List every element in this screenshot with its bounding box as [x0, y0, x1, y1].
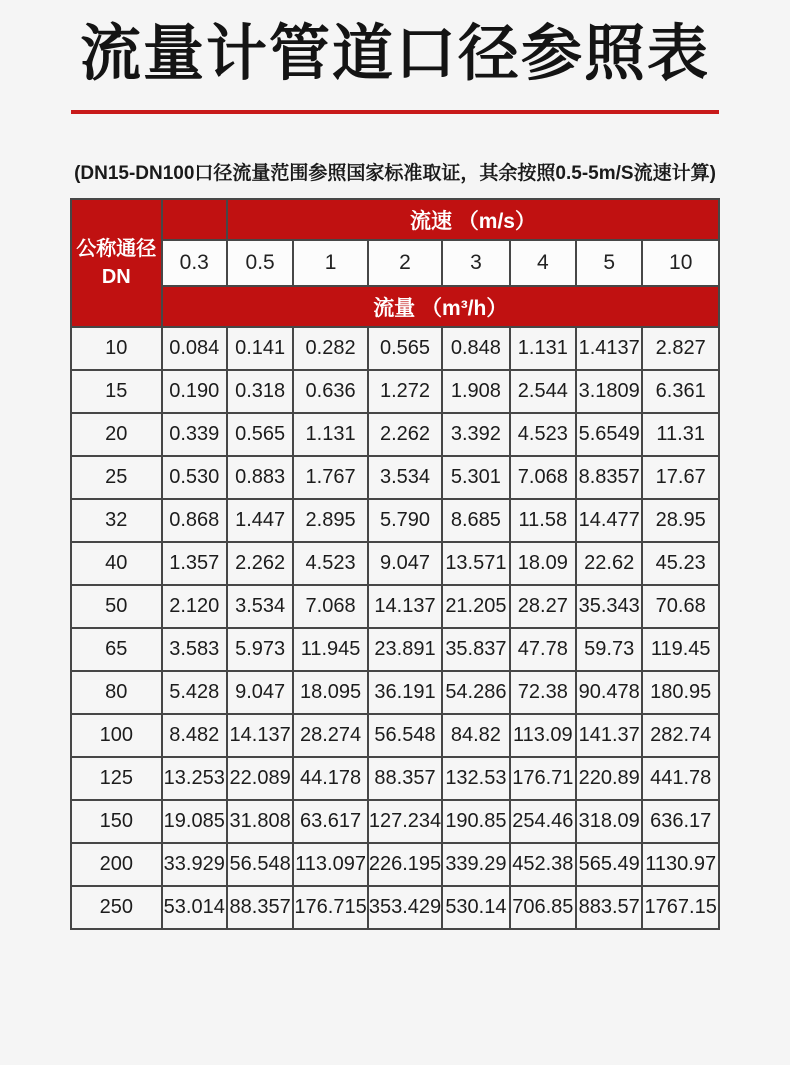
flow-value-cell: 14.137 [368, 585, 442, 628]
flow-value-cell: 3.583 [162, 628, 227, 671]
table-row [71, 843, 719, 886]
flow-value-cell: 0.636 [293, 370, 367, 413]
flow-value-cell: 3.534 [227, 585, 293, 628]
dn-cell: 200 [71, 843, 162, 886]
flow-value-cell: 565.49 [576, 843, 642, 886]
flow-value-cell: 5.790 [368, 499, 442, 542]
table-row [71, 886, 719, 929]
velocity-value: 0.5 [227, 240, 293, 286]
flow-value-cell: 127.234 [368, 800, 442, 843]
flow-value-cell: 59.73 [576, 628, 642, 671]
flow-value-cell: 28.27 [510, 585, 576, 628]
flow-value-cell: 883.57 [576, 886, 642, 929]
dn-cell: 25 [71, 456, 162, 499]
dn-cell: 80 [71, 671, 162, 714]
flow-value-cell: 636.17 [642, 800, 719, 843]
flow-value-cell: 141.37 [576, 714, 642, 757]
dn-cell: 32 [71, 499, 162, 542]
flow-value-cell: 3.534 [368, 456, 442, 499]
flow-value-cell: 45.23 [642, 542, 719, 585]
flow-value-cell: 7.068 [293, 585, 367, 628]
flow-value-cell: 33.929 [162, 843, 227, 886]
flow-value-cell: 44.178 [293, 757, 367, 800]
flow-value-cell: 31.808 [227, 800, 293, 843]
flow-value-cell: 11.58 [510, 499, 576, 542]
flow-value-cell: 0.848 [442, 327, 509, 370]
flow-value-cell: 5.301 [442, 456, 509, 499]
corner-header-cell [71, 199, 162, 327]
flow-value-cell: 72.38 [510, 671, 576, 714]
flow-header-row [71, 286, 719, 327]
table-row [71, 542, 719, 585]
flow-value-cell: 0.565 [368, 327, 442, 370]
table-row [71, 499, 719, 542]
flow-value-cell: 318.09 [576, 800, 642, 843]
flow-value-cell: 8.8357 [576, 456, 642, 499]
flow-value-cell: 1.447 [227, 499, 293, 542]
flow-reference-table [70, 198, 720, 930]
flow-value-cell: 2.827 [642, 327, 719, 370]
table-row [71, 413, 719, 456]
flow-value-cell: 36.191 [368, 671, 442, 714]
flow-value-cell: 1.131 [293, 413, 367, 456]
title-underline [71, 110, 719, 114]
flow-value-cell: 113.09 [510, 714, 576, 757]
flow-value-cell: 452.38 [510, 843, 576, 886]
flow-value-cell: 530.14 [442, 886, 509, 929]
dn-cell: 50 [71, 585, 162, 628]
flow-value-cell: 1.272 [368, 370, 442, 413]
flow-value-cell: 1.908 [442, 370, 509, 413]
flow-value-cell: 8.482 [162, 714, 227, 757]
flow-value-cell: 441.78 [642, 757, 719, 800]
corner-header-line2: DN [101, 266, 131, 288]
flow-value-cell: 3.392 [442, 413, 509, 456]
flow-value-cell: 56.548 [227, 843, 293, 886]
table-row [71, 800, 719, 843]
velocity-header-row [71, 199, 719, 240]
flow-value-cell: 0.190 [162, 370, 227, 413]
flow-value-cell: 84.82 [442, 714, 509, 757]
flow-value-cell: 1.4137 [576, 327, 642, 370]
flow-value-cell: 22.62 [576, 542, 642, 585]
flow-value-cell: 6.361 [642, 370, 719, 413]
flow-value-cell: 4.523 [510, 413, 576, 456]
corner-header-line1: 公称通径 [76, 238, 157, 260]
flow-value-cell: 70.68 [642, 585, 719, 628]
flow-value-cell: 90.478 [576, 671, 642, 714]
flow-value-cell: 176.71 [510, 757, 576, 800]
flow-value-cell: 88.357 [368, 757, 442, 800]
flow-value-cell: 13.253 [162, 757, 227, 800]
flow-value-cell: 28.95 [642, 499, 719, 542]
flow-value-cell: 180.95 [642, 671, 719, 714]
flow-value-cell: 11.31 [642, 413, 719, 456]
flow-value-cell: 119.45 [642, 628, 719, 671]
blank-header-cell [162, 199, 227, 240]
table-row [71, 714, 719, 757]
dn-cell: 40 [71, 542, 162, 585]
flow-value-cell: 706.85 [510, 886, 576, 929]
flow-value-cell: 88.357 [227, 886, 293, 929]
velocity-value: 0.3 [162, 240, 227, 286]
flow-value-cell: 18.09 [510, 542, 576, 585]
flow-value-cell: 2.262 [368, 413, 442, 456]
dn-cell: 20 [71, 413, 162, 456]
flow-value-cell: 14.477 [576, 499, 642, 542]
flow-value-cell: 23.891 [368, 628, 442, 671]
table-row [71, 585, 719, 628]
flow-value-cell: 1130.97 [642, 843, 719, 886]
flow-value-cell: 28.274 [293, 714, 367, 757]
table-row [71, 456, 719, 499]
table-row [71, 327, 719, 370]
flow-value-cell: 2.262 [227, 542, 293, 585]
flow-value-cell: 63.617 [293, 800, 367, 843]
flow-value-cell: 132.53 [442, 757, 509, 800]
flow-value-cell: 1.357 [162, 542, 227, 585]
flow-value-cell: 5.6549 [576, 413, 642, 456]
dn-cell: 250 [71, 886, 162, 929]
subtitle-note: (DN15-DN100口径流量范围参照国家标准取证，其余按照0.5-5m/S流速计算) [74, 163, 716, 184]
velocity-values-row [71, 240, 719, 286]
flow-value-cell: 18.095 [293, 671, 367, 714]
flow-value-cell: 22.089 [227, 757, 293, 800]
dn-cell: 15 [71, 370, 162, 413]
dn-cell: 125 [71, 757, 162, 800]
flow-value-cell: 13.571 [442, 542, 509, 585]
flow-value-cell: 8.685 [442, 499, 509, 542]
flow-value-cell: 3.1809 [576, 370, 642, 413]
flow-value-cell: 1.131 [510, 327, 576, 370]
flow-value-cell: 0.868 [162, 499, 227, 542]
table-header [71, 199, 719, 327]
flow-value-cell: 21.205 [442, 585, 509, 628]
table-row [71, 757, 719, 800]
flow-value-cell: 176.715 [293, 886, 367, 929]
flow-value-cell: 9.047 [368, 542, 442, 585]
flow-value-cell: 0.318 [227, 370, 293, 413]
velocity-value: 10 [642, 240, 719, 286]
flow-value-cell: 5.973 [227, 628, 293, 671]
dn-cell: 150 [71, 800, 162, 843]
flow-value-cell: 2.895 [293, 499, 367, 542]
flow-value-cell: 220.89 [576, 757, 642, 800]
table-row [71, 628, 719, 671]
flow-value-cell: 11.945 [293, 628, 367, 671]
flow-value-cell: 5.428 [162, 671, 227, 714]
dn-cell: 65 [71, 628, 162, 671]
flow-value-cell: 190.85 [442, 800, 509, 843]
flow-value-cell: 0.084 [162, 327, 227, 370]
flow-value-cell: 19.085 [162, 800, 227, 843]
dn-cell: 10 [71, 327, 162, 370]
flow-value-cell: 4.523 [293, 542, 367, 585]
flow-value-cell: 1.767 [293, 456, 367, 499]
flow-value-cell: 9.047 [227, 671, 293, 714]
flow-value-cell: 56.548 [368, 714, 442, 757]
flow-value-cell: 54.286 [442, 671, 509, 714]
flow-value-cell: 226.195 [368, 843, 442, 886]
table-row [71, 671, 719, 714]
velocity-value: 4 [510, 240, 576, 286]
table-body [71, 327, 719, 929]
flow-value-cell: 0.883 [227, 456, 293, 499]
flow-value-cell: 35.837 [442, 628, 509, 671]
velocity-value: 3 [442, 240, 509, 286]
flow-value-cell: 0.282 [293, 327, 367, 370]
flow-value-cell: 1767.15 [642, 886, 719, 929]
flow-value-cell: 254.46 [510, 800, 576, 843]
flow-value-cell: 14.137 [227, 714, 293, 757]
dn-cell: 100 [71, 714, 162, 757]
flow-value-cell: 282.74 [642, 714, 719, 757]
table-row [71, 370, 719, 413]
velocity-value: 2 [368, 240, 442, 286]
velocity-header-cell: 流速 （m/s） [227, 199, 719, 240]
flow-value-cell: 2.544 [510, 370, 576, 413]
flow-value-cell: 339.29 [442, 843, 509, 886]
flow-value-cell: 35.343 [576, 585, 642, 628]
flow-value-cell: 353.429 [368, 886, 442, 929]
flow-value-cell: 0.339 [162, 413, 227, 456]
velocity-value: 5 [576, 240, 642, 286]
flow-value-cell: 0.565 [227, 413, 293, 456]
flow-value-cell: 113.097 [293, 843, 367, 886]
flow-value-cell: 2.120 [162, 585, 227, 628]
flow-value-cell: 47.78 [510, 628, 576, 671]
velocity-value: 1 [293, 240, 367, 286]
flow-value-cell: 0.530 [162, 456, 227, 499]
flow-header-cell: 流量 （m³/h） [162, 286, 719, 327]
page-title: 流量计管道口径参照表 [79, 19, 710, 87]
flow-value-cell: 0.141 [227, 327, 293, 370]
flow-value-cell: 53.014 [162, 886, 227, 929]
flow-value-cell: 7.068 [510, 456, 576, 499]
flow-value-cell: 17.67 [642, 456, 719, 499]
